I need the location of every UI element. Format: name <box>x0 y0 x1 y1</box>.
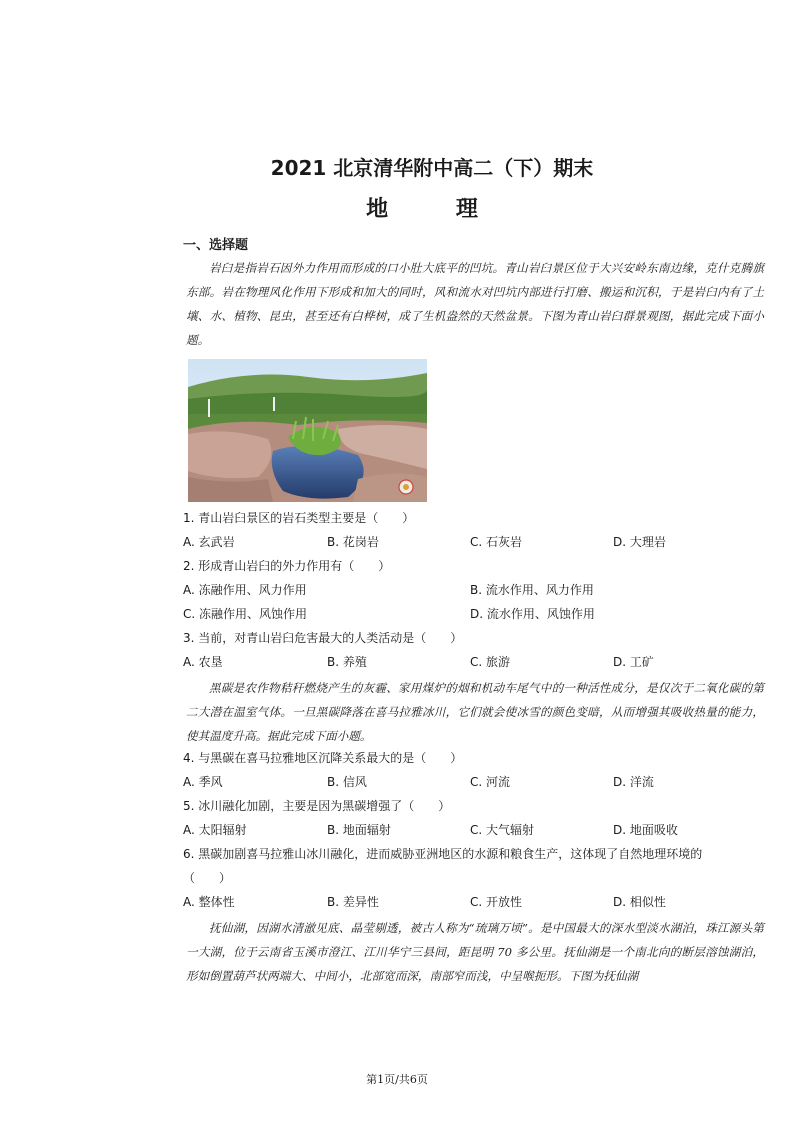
q1-option-b[interactable]: B. 花岗岩 <box>327 535 379 549</box>
q4-option-b[interactable]: B. 信风 <box>327 775 367 789</box>
q2-option-b[interactable]: B. 流水作用、风力作用 <box>470 583 594 597</box>
passage-1: 岩臼是指岩石因外力作用而形成的口小肚大底平的凹坑。青山岩臼景区位于大兴安岭东南边缘，克什克腾旗东部。岩在物理风化作用下形成和加大的同时，风和流水对凹坑内部进行打磨、搬运和沉积，于是岩臼内有了土壤、水、植物、昆虫，甚至还有白桦树，成了生机盎然的天然盆景。下图为青山岩臼群景观图，据此完成下面小题。 <box>186 261 764 347</box>
q5-option-b[interactable]: B. 地面辐射 <box>327 823 391 837</box>
q6-option-a[interactable]: A. 整体性 <box>183 895 235 909</box>
q5-option-d[interactable]: D. 地面吸收 <box>613 823 678 837</box>
exam-title: 2021 北京清华附中高二（下）期末 <box>270 156 594 180</box>
section-heading: 一、选择题 <box>183 238 249 253</box>
q5-option-a[interactable]: A. 太阳辐射 <box>183 823 247 837</box>
q5-option-c[interactable]: C. 大气辐射 <box>470 823 535 837</box>
q6-option-d[interactable]: D. 相似性 <box>613 895 666 909</box>
q6-option-c[interactable]: C. 开放性 <box>470 895 523 909</box>
page-footer: 第1页/共6页 <box>366 1073 428 1086</box>
question-4: 4. 与黑碳在喜马拉雅地区沉降关系最大的是（ ） <box>183 751 463 765</box>
q2-option-c[interactable]: C. 冻融作用、风蚀作用 <box>183 607 308 621</box>
q3-option-a[interactable]: A. 农垦 <box>183 655 223 669</box>
passage-2: 黑碳是农作物秸秆燃烧产生的灰霾、家用煤炉的烟和机动车尾气中的一种活性成分，是仅次于二氧化碳的第二大潜在温室气体。一旦黑碳降落在喜马拉雅冰川，它们就会使冰雪的颜色变暗，从而增强其吸收热量的能力，使其温度升高。据此完成下面小题。 <box>186 681 764 743</box>
q6-option-b[interactable]: B. 差异性 <box>327 895 379 909</box>
q1-option-a[interactable]: A. 玄武岩 <box>183 535 235 549</box>
question-2: 2. 形成青山岩臼的外力作用有（ ） <box>183 559 391 573</box>
passage-3: 抚仙湖，因湖水清澈见底、晶莹剔透，被古人称为“琉璃万顷”。是中国最大的深水型淡水湖泊，珠江源头第一大湖，位于云南省玉溪市澄江、江川华宁三县间，距昆明 70 多公里。抚仙湖是一个南北向的断层溶蚀湖泊，形如倒置葫芦状两端大、中间小，北部宽而深，南部窄而浅，中呈喉扼形。下图为抚仙湖 <box>186 921 764 983</box>
q3-option-d[interactable]: D. 工矿 <box>613 655 654 669</box>
q2-option-d[interactable]: D. 流水作用、风蚀作用 <box>470 607 595 621</box>
q3-option-b[interactable]: B. 养殖 <box>327 655 367 669</box>
q2-option-a[interactable]: A. 冻融作用、风力作用 <box>183 583 307 597</box>
q4-option-d[interactable]: D. 洋流 <box>613 775 654 789</box>
question-5: 5. 冰川融化加剧，主要是因为黑碳增强了（ ） <box>183 799 451 813</box>
landscape-photo <box>188 359 427 502</box>
subject-title: 地 理 <box>366 197 508 222</box>
q4-option-a[interactable]: A. 季风 <box>183 775 223 789</box>
question-1: 1. 青山岩臼景区的岩石类型主要是（ ） <box>183 511 415 525</box>
q1-option-d[interactable]: D. 大理岩 <box>613 535 666 549</box>
q1-option-c[interactable]: C. 石灰岩 <box>470 535 523 549</box>
q3-option-c[interactable]: C. 旅游 <box>470 655 511 669</box>
question-3: 3. 当前，对青山岩臼危害最大的人类活动是（ ） <box>183 631 463 645</box>
question-6-bracket: （ ） <box>183 871 232 885</box>
question-6: 6. 黑碳加剧喜马拉雅山冰川融化，进而威胁亚洲地区的水源和粮食生产，这体现了自然地理环境的 <box>183 847 703 861</box>
q4-option-c[interactable]: C. 河流 <box>470 775 511 789</box>
